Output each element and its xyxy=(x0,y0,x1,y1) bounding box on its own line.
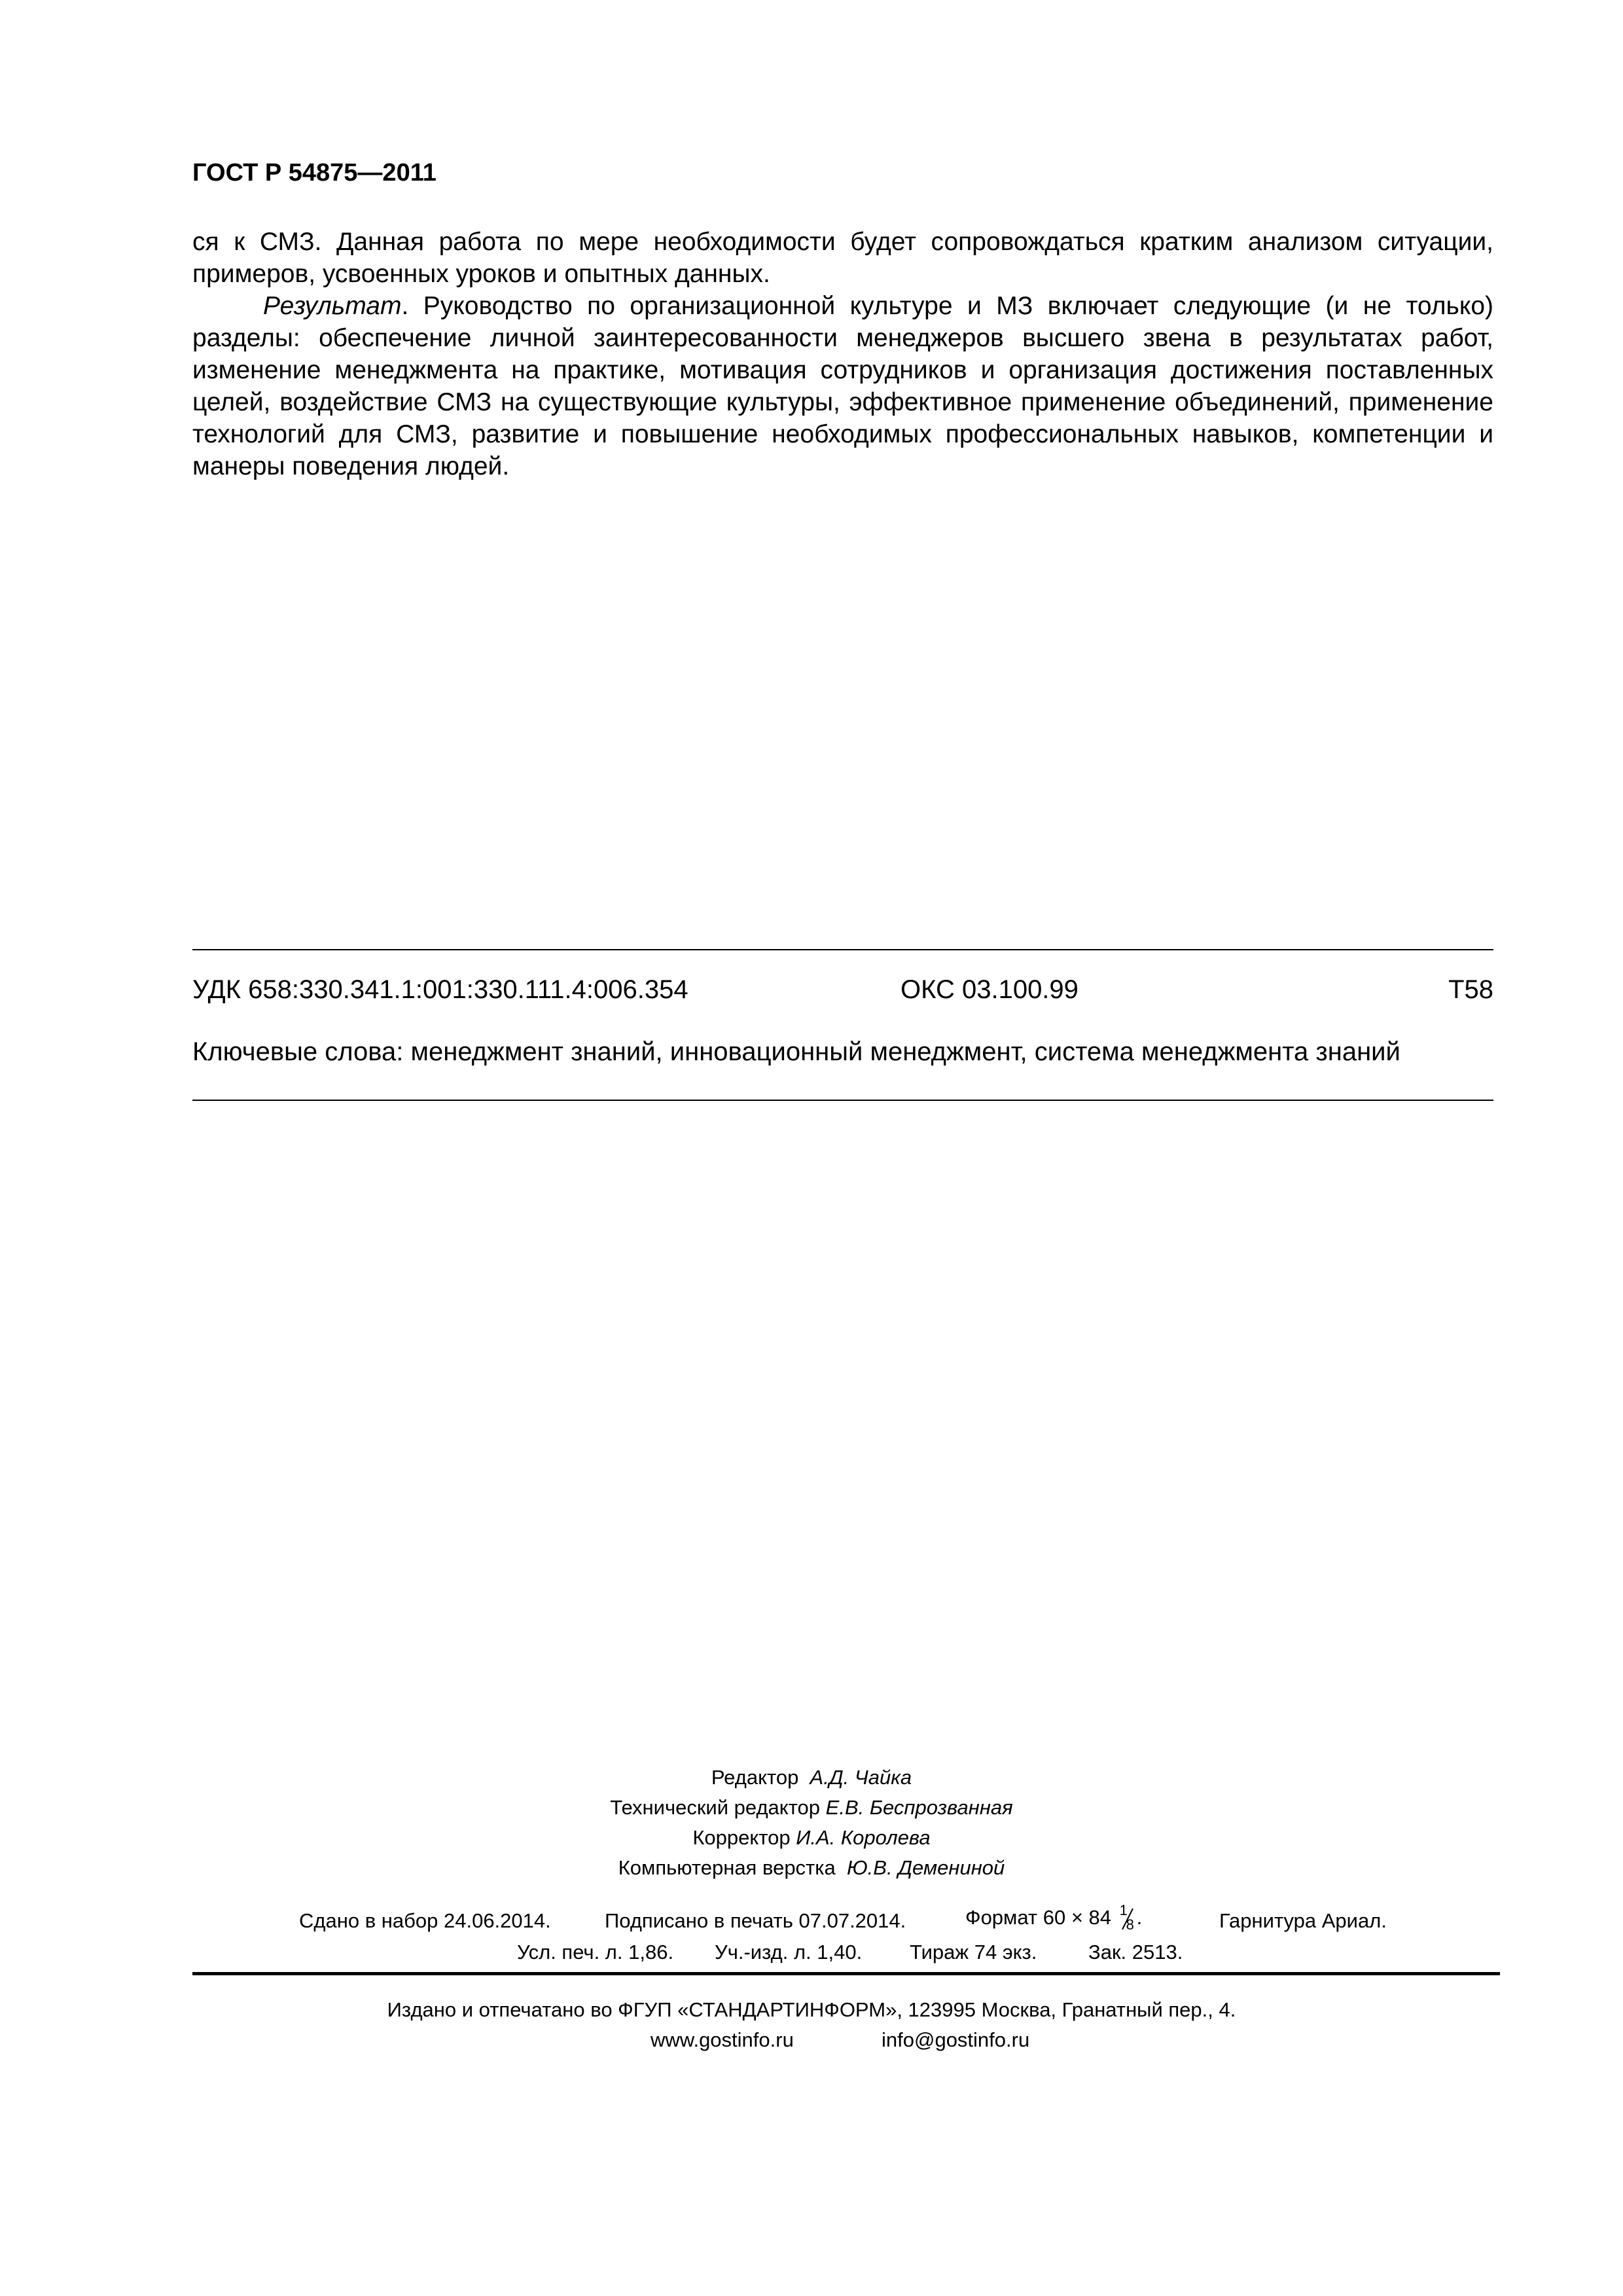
publisher-line: Издано и отпечатано во ФГУП «СТАНДАРТИНФОРМ», 123995 Москва, Гранатный пер., 4. xyxy=(387,1998,1236,2021)
oks-code: ОКС 03.100.99 xyxy=(901,975,1079,1004)
pub-format: Формат 60 × 84 1 8 . xyxy=(965,1902,1143,1933)
result-text: . Руководство по организационной культуре и МЗ включает следующие (и не только) разделы: обеспечение личной заинтересованности менеджеров высшего звена в результатах работ, изменение менеджмента на практике, мотивация сотрудников и организация достижения поставленных целей, воздействие СМЗ на существующие культуры, эффективное применение объединений, применение технологий для СМЗ, развитие и повышение необходимых профессиональных навыков, компетенции и манеры поведения людей. xyxy=(192,292,1493,480)
format-fraction: 1 8 xyxy=(1117,1906,1137,1932)
pub-print-sheets: Усл. печ. л. 1,86. xyxy=(517,1941,674,1964)
paragraph-result xyxy=(192,290,1493,482)
credit-corrector: Корректор И.А. Королева xyxy=(692,1826,931,1849)
document-header: ГОСТ Р 54875—2011 xyxy=(192,159,437,187)
credit-editor: Редактор А.Д. Чайка xyxy=(711,1766,912,1789)
pub-circulation: Тираж 74 экз. xyxy=(910,1941,1037,1964)
pub-typeface: Гарнитура Ариал. xyxy=(1219,1909,1387,1932)
pub-submitted: Сдано в набор 24.06.2014. xyxy=(299,1909,551,1932)
group-code: Т58 xyxy=(1448,975,1493,1004)
credit-layout: Компьютерная верстка Ю.В. Демениной xyxy=(618,1856,1005,1879)
pub-signed: Подписано в печать 07.07.2014. xyxy=(605,1909,906,1932)
udc-code: УДК 658:330.341.1:001:330.111.4:006.354 xyxy=(192,975,688,1004)
publisher-website: www.gostinfo.ru xyxy=(651,2028,794,2051)
body-text xyxy=(192,226,1493,482)
paragraph-continuation: ся к СМЗ. Данная работа по мере необходимости будет сопровождаться кратким анализом ситуации, примеров, усвоенных уроков и опытных данных. xyxy=(192,228,1493,288)
publisher-email: info@gostinfo.ru xyxy=(882,2028,1030,2051)
top-divider xyxy=(192,949,1493,950)
keywords: Ключевые слова: менеджмент знаний, инновационный менеджмент, система менеджмента знаний xyxy=(192,1037,1400,1066)
bottom-divider xyxy=(192,1100,1493,1101)
credits-block xyxy=(0,1763,1623,1883)
result-label: Результат xyxy=(263,292,402,320)
classification-row xyxy=(192,975,1493,1009)
credit-tech-editor: Технический редактор Е.В. Беспрозванная xyxy=(610,1796,1013,1819)
footer-rule xyxy=(192,1972,1500,1975)
pub-order: Зак. 2513. xyxy=(1088,1941,1183,1964)
pub-pub-sheets: Уч.-изд. л. 1,40. xyxy=(715,1941,863,1964)
